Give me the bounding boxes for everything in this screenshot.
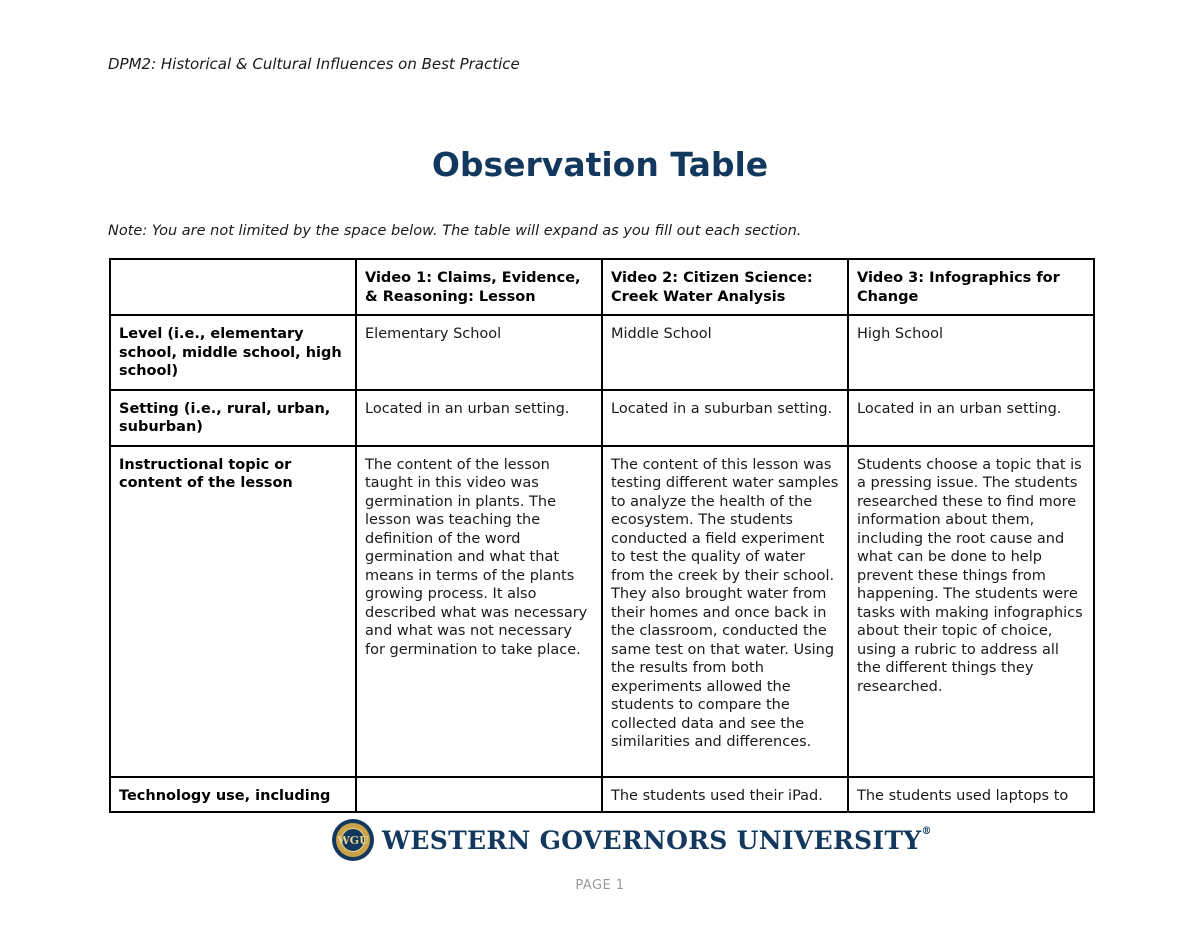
table-cell: The content of this lesson was testing different water samples to analyze the health of the ecosystem. The students conducted a field experiment to test the quality of water from the creek by their school. They also brought water from their homes and once back in the classroom, conducted the same test on that water. Using the results from both experiments allowed the students to compare the collected data and see the similarities and differences. [602, 446, 848, 777]
document-header: DPM2: Historical & Cultural Influences on Best Practice [108, 55, 520, 73]
table-cell [356, 777, 602, 813]
table-row-level [110, 315, 1094, 390]
observation-table [109, 258, 1095, 813]
page-title: Observation Table [431, 145, 769, 184]
wordmark-text: WESTERN GOVERNORS UNIVERSITY [382, 825, 922, 855]
seal-text: WGU [341, 828, 365, 852]
table-cell: Located in an urban setting. [356, 390, 602, 446]
table-cell: The students used their iPad. [602, 777, 848, 813]
table-cell: Located in an urban setting. [848, 390, 1094, 446]
table-header-row [110, 259, 1094, 315]
table-cell: The content of the lesson taught in this video was germination in plants. The lesson was teaching the definition of the word germination and what that means in terms of the plants growing process. It also described what was necessary and what was not necessary for germination to take place. [356, 446, 602, 777]
page-number: PAGE 1 [575, 878, 625, 893]
row-label-level: Level (i.e., elementary school, middle school, high school) [110, 315, 356, 390]
row-label-setting: Setting (i.e., rural, urban, suburban) [110, 390, 356, 446]
table-cell: Middle School [602, 315, 848, 390]
header-cell-video-2: Video 2: Citizen Science: Creek Water Analysis [602, 259, 848, 315]
table-cell: High School [848, 315, 1094, 390]
header-cell-video-1: Video 1: Claims, Evidence, & Reasoning: Lesson [356, 259, 602, 315]
table-note: Note: You are not limited by the space below. The table will expand as you fill out each section. [108, 223, 802, 239]
table-cell: Located in a suburban setting. [602, 390, 848, 446]
header-cell-video-3: Video 3: Infographics for Change [848, 259, 1094, 315]
table-row-setting [110, 390, 1094, 446]
table-cell: The students used laptops to [848, 777, 1094, 813]
table-cell: Elementary School [356, 315, 602, 390]
wgu-seal-icon [332, 819, 374, 861]
row-label-topic: Instructional topic or content of the lesson [110, 446, 356, 777]
table-row-technology [110, 777, 1094, 813]
university-wordmark [382, 826, 932, 855]
wgu-logo [332, 817, 932, 863]
registered-mark: ® [921, 825, 932, 837]
header-cell-empty [110, 259, 356, 315]
table-cell: Students choose a topic that is a pressing issue. The students researched these to find more information about them, including the root cause and what can be done to help prevent these things from happening. The students were tasks with making infographics about their topic of choice, using a rubric to address all the different things they researched. [848, 446, 1094, 777]
row-label-technology: Technology use, including [110, 777, 356, 813]
table-row-topic [110, 446, 1094, 777]
